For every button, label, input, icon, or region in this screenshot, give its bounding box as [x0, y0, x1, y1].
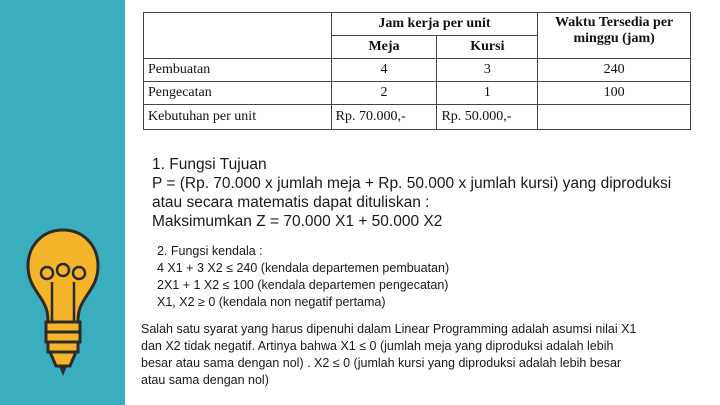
lightbulb-icon: [24, 226, 102, 386]
paragraph-line: dan X2 tidak negatif. Artinya bahwa X1 ≤ 0 (jumlah meja yang diproduksi adalah lebih: [141, 339, 614, 353]
footer-kursi: Rp. 50.000,-: [437, 105, 538, 130]
cell-waktu: 100: [538, 82, 691, 105]
objective-function-section: [152, 155, 671, 231]
footer-waktu: [538, 105, 691, 130]
footer-label: Kebutuhan per unit: [144, 105, 332, 130]
table-row: [144, 82, 691, 105]
header-kursi: Kursi: [437, 36, 538, 59]
table-footer-row: [144, 105, 691, 130]
paragraph-line: besar atau sama dengan nol) . X2 ≤ 0 (jumlah kursi yang diproduksi adalah lebih besar: [141, 356, 622, 370]
constraint-line: X1, X2 ≥ 0 (kendala non negatif pertama): [157, 295, 386, 309]
objective-line: atau secara matematis dapat dituliskan :: [152, 194, 430, 211]
cell-meja: 2: [331, 82, 437, 105]
cell-waktu: 240: [538, 59, 691, 82]
paragraph-line: Salah satu syarat yang harus dipenuhi dalam Linear Programming adalah asumsi nilai X1: [141, 322, 637, 336]
table-header-row: [144, 13, 691, 36]
cell-meja: 4: [331, 59, 437, 82]
cell-kursi: 1: [437, 82, 538, 105]
paragraph-line: atau sama dengan nol): [141, 373, 269, 387]
objective-formula: Maksimumkan Z = 70.000 X1 + 50.000 X2: [152, 213, 443, 230]
assumption-paragraph: [141, 321, 711, 389]
production-table: [143, 12, 691, 130]
constraint-line: 4 X1 + 3 X2 ≤ 240 (kendala departemen pembuatan): [157, 261, 450, 275]
row-label: Pembuatan: [144, 59, 332, 82]
header-meja: Meja: [331, 36, 437, 59]
objective-heading: 1. Fungsi Tujuan: [152, 156, 267, 173]
constraint-line: 2X1 + 1 X2 ≤ 100 (kendala departemen pengecatan): [157, 278, 449, 292]
table-row: [144, 59, 691, 82]
objective-line: P = (Rp. 70.000 x jumlah meja + Rp. 50.000 x jumlah kursi) yang diproduksi: [152, 175, 672, 192]
footer-meja: Rp. 70.000,-: [331, 105, 437, 130]
header-waktu-tersedia: Waktu Tersedia per minggu (jam): [538, 13, 691, 59]
cell-kursi: 3: [437, 59, 538, 82]
constraints-section: [157, 243, 449, 311]
constraints-heading: 2. Fungsi kendala :: [157, 244, 263, 258]
row-label: Pengecatan: [144, 82, 332, 105]
header-jam-kerja: Jam kerja per unit: [331, 13, 538, 36]
table-corner-cell: [144, 13, 332, 59]
